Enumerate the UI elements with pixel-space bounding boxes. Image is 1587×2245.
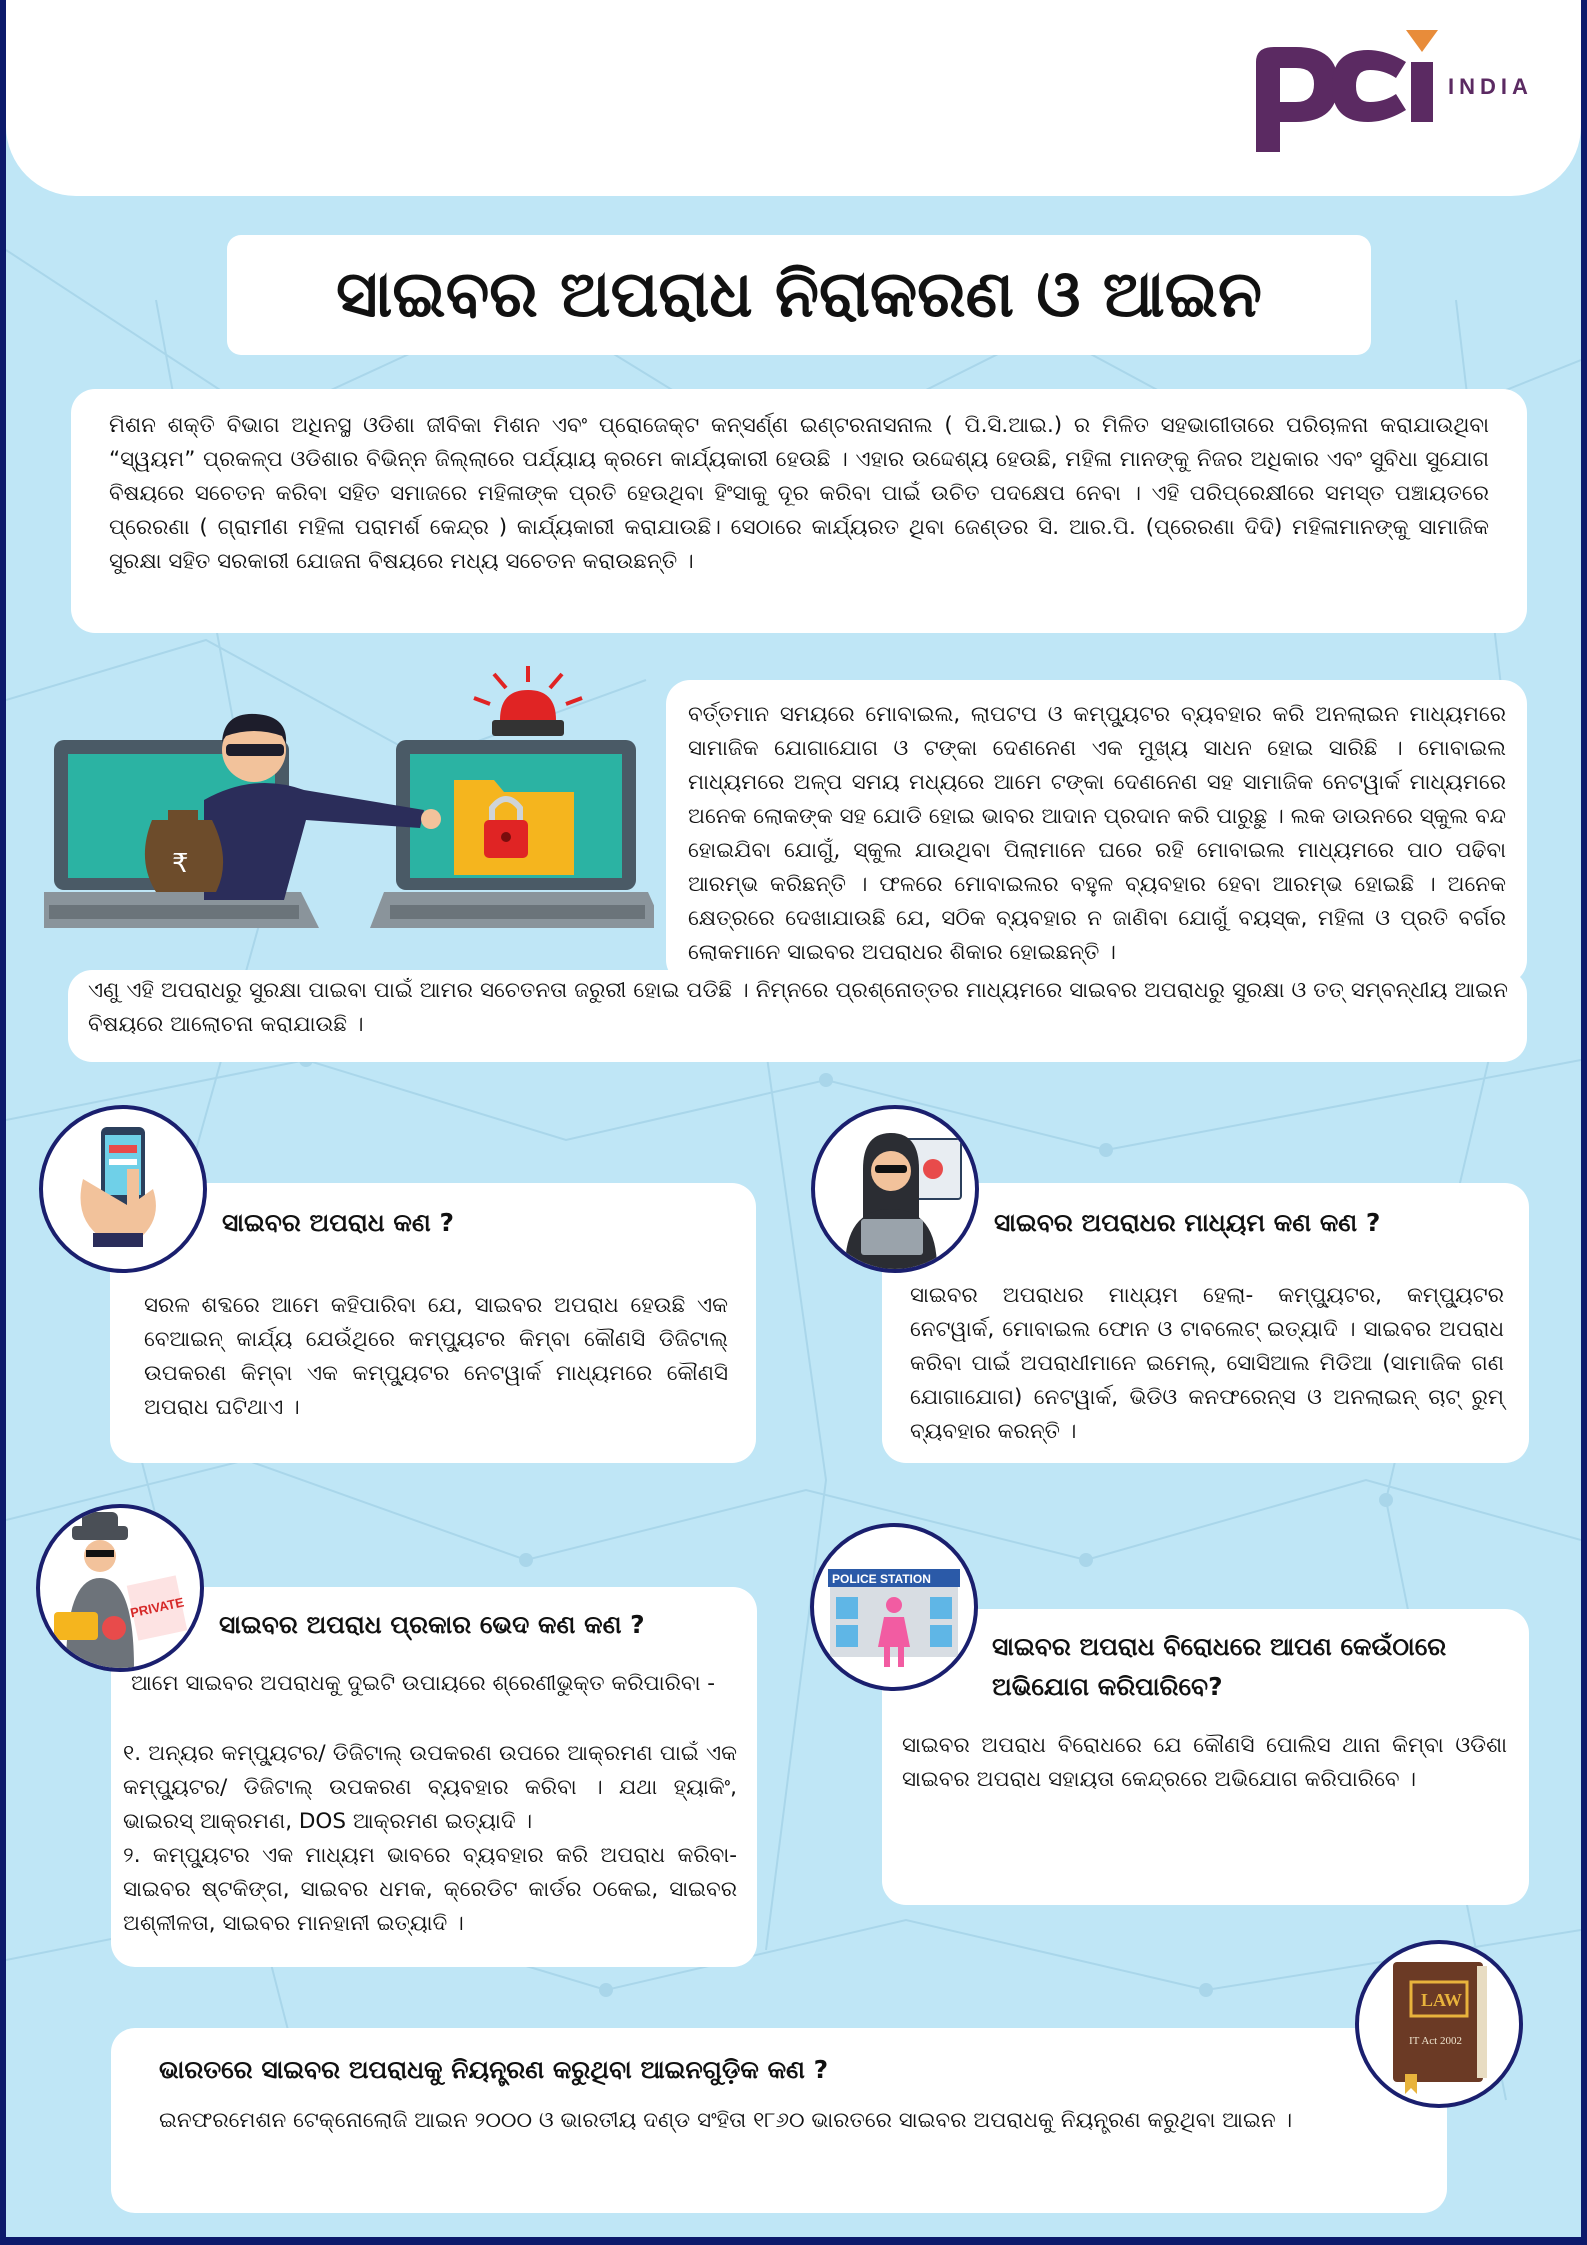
phone-hand-icon bbox=[39, 1105, 207, 1273]
logo-country-text: INDIA bbox=[1448, 74, 1533, 99]
q3-intro: ଆମେ ସାଇବର ଅପରାଧକୁ ଦୁଇଟି ଉପାୟରେ ଶ୍ରେଣୀଭୁକ୍ତ କରିପାରିବା - bbox=[131, 1671, 716, 1696]
page-title: ସାଇବର ଅପରାଧ ନିରାକରଣ ଓ ଆଇନ bbox=[227, 235, 1371, 355]
q5-body: ଇନଫରମେଶନ ଟେକ୍ନୋଲୋଜି ଆଇନ ୨୦୦୦ ଓ ଭାରତୀୟ ଦଣ୍ଡ ସଂହିତା ୧୮୬୦ ଭାରତରେ ସାଇବର ଅପରାଧକୁ ନିୟନ୍ତ୍ରଣ କରୁଥିବା ଆଇନ । bbox=[159, 2108, 1293, 2133]
card-cybercrime-mediums bbox=[882, 1183, 1529, 1463]
card-what-is-cybercrime bbox=[110, 1183, 756, 1463]
card-cyber-laws bbox=[111, 2028, 1447, 2213]
hacker-computer-icon bbox=[811, 1105, 979, 1273]
card-where-to-complain bbox=[882, 1609, 1529, 1905]
q2-title: ସାଇବର ଅପରାଧର ମାଧ୍ୟମ କଣ କଣ ? bbox=[994, 1208, 1381, 1237]
intro-card bbox=[71, 389, 1527, 633]
q4-title: ସାଇବର ଅପରାଧ ବିରୋଧରେ ଆପଣ କେଉଁଠାରେ ଅଭିଯୋଗ କରିପାରିବେ? bbox=[992, 1632, 1447, 1701]
pci-india-logo bbox=[1246, 22, 1546, 162]
q1-title: ସାଇବର ଅପରାଧ କଣ ? bbox=[222, 1208, 455, 1237]
header-banner bbox=[6, 0, 1581, 196]
awareness-paragraph: ବର୍ତ୍ତମାନ ସମୟରେ ମୋବାଇଲ, ଲାପଟପ ଓ କମ୍ପ୍ୟୁଟର ବ୍ୟବହାର କରି ଅନଲାଇନ ମାଧ୍ୟମରେ ସାମାଜିକ ଯୋଗାଯୋଗ ଓ ଟଙ୍କା ଦେଣନେଣ ଏକ ମୁଖ୍ୟ ସାଧନ ହୋଇ ସାରିଛି । ମୋବାଇଲ ମାଧ୍ୟମରେ ଅଳ୍ପ ସମୟ ମଧ୍ୟରେ ଆମେ ଟଙ୍କା ଦେଣନେଣ ସହ ସାମାଜିକ ନେଟୱାର୍କ ମାଧ୍ୟମରେ ଅନେକ ଲୋକଙ୍କ ସହ ଯୋଡି ହୋଇ ଭାବର ଆଦାନ ପ୍ରଦାନ କରି ପାରୁଛୁ । ଲକ ଡାଉନରେ ସ୍କୁଲ ବନ୍ଦ ହୋଇଯିବା ଯୋଗୁଁ, ସ୍କୁଲ ଯାଉଥିବା ପିଲାମାନେ ଘରେ ରହି ମୋବାଇଲ ମାଧ୍ୟମରେ ପାଠ ପଢିବା ଆରମ୍ଭ କରିଛନ୍ତି । ଫଳରେ ମୋବାଇଲର ବହୁଳ ବ୍ୟବହାର ହେବା ଆରମ୍ଭ ହୋଇଛି । ଅନେକ କ୍ଷେତ୍ରରେ ଦେଖାଯାଉଛି ଯେ, ସଠିକ ବ୍ୟବହାର ନ ଜାଣିବା ଯୋଗୁଁ ବୟସ୍କ, ମହିଳା ଓ ପ୍ରତି ବର୍ଗର ଲୋକମାନେ ସାଇବର ଅପରାଧର ଶିକାର ହୋଇଛନ୍ତି । bbox=[688, 702, 1506, 965]
law-book-title: LAW bbox=[1421, 1990, 1463, 2010]
q3-item-1: ୧. ଅନ୍ୟର କମ୍ପ୍ୟୁଟର/ ଡିଜିଟାଲ୍ ଉପକରଣ ଉପରେ ଆକ୍ରମଣ ପାଇଁ ଏକ କମ୍ପ୍ୟୁଟର/ ଡିଜିଟାଲ୍ ଉପକରଣ ବ୍ୟବହାର କରିବା । ଯଥା ହ୍ୟାକିଂ, ଭାଇରସ୍ ଆକ୍ରମଣ, DOS ଆକ୍ରମଣ ଇତ୍ୟାଦି । bbox=[123, 1741, 737, 1834]
police-station-icon bbox=[810, 1523, 978, 1691]
q3-title: ସାଇବର ଅପରାଧ ପ୍ରକାର ଭେଦ କଣ କଣ ? bbox=[219, 1610, 645, 1639]
svg-text:₹: ₹ bbox=[172, 849, 189, 879]
q5-title: ଭାରତରେ ସାଇବର ଅପରାଧକୁ ନିୟନ୍ତ୍ରଣ କରୁଥିବା ଆଇନଗୁଡ଼ିକ କଣ ? bbox=[159, 2055, 829, 2084]
law-book-subtitle: IT Act 2002 bbox=[1409, 2035, 1462, 2047]
intro-paragraph: ମିଶନ ଶକ୍ତି ବିଭାଗ ଅଧିନସ୍ଥ ଓଡିଶା ଜୀବିକା ମିଶନ ଏବଂ ପ୍ରୋଜେକ୍ଟ କନ୍ସର୍ଣ୍ଣ ଇଣ୍ଟରନାସନାଲ ( ପି.ସି.ଆଇ.) ର ମିଳିତ ସହଭାଗୀତାରେ ପରିଚାଳନା କରାଯାଉଥିବା “ସ୍ୱୟମ” ପ୍ରକଳ୍ପ ଓଡିଶାର ବିଭିନ୍ନ ଜିଲ୍ଲାରେ ପର୍ଯ୍ୟାୟ କ୍ରମେ କାର୍ଯ୍ୟକାରୀ ହେଉଛି । ଏହାର ଉଦ୍ଦେଶ୍ୟ ହେଉଛି, ମହିଳା ମାନଙ୍କୁ ନିଜର ଅଧିକାର ଏବଂ ସୁବିଧା ସୁଯୋଗ ବିଷୟରେ ସଚେତନ କରିବା ସହିତ ସମାଜରେ ମହିଳାଙ୍କ ପ୍ରତି ହେଉଥିବା ହିଂସାକୁ ଦୂର କରିବା ପାଇଁ ଉଚିତ ପଦକ୍ଷେପ ନେବା । ଏହି ପରିପ୍ରେକ୍ଷୀରେ ସମସ୍ତ ପଞ୍ଚାୟତରେ ପ୍ରେରଣା ( ଗ୍ରାମୀଣ ମହିଳା ପରାମର୍ଶ କେନ୍ଦ୍ର ) କାର୍ଯ୍ୟକାରୀ କରାଯାଉଛି। ସେଠାରେ କାର୍ଯ୍ୟରତ ଥିବା ଜେଣ୍ଡର ସି. ଆର.ପି. (ପ୍ରେରଣା ଦିଦି) ମହିଳାମାନଙ୍କୁ ସାମାଜିକ ସୁରକ୍ଷା ସହିତ ସରକାରୀ ଯୋଜନା ବିଷୟରେ ମଧ୍ୟ ସଚେତନ କରାଉଛନ୍ତି । bbox=[109, 413, 1489, 574]
police-station-sign: POLICE STATION bbox=[832, 1572, 931, 1586]
q1-body: ସରଳ ଶବ୍ଦରେ ଆମେ କହିପାରିବା ଯେ, ସାଇବର ଅପରାଧ ହେଉଛି ଏକ ବେଆଇନ୍ କାର୍ଯ୍ୟ ଯେଉଁଥିରେ କମ୍ପ୍ୟୁଟର କିମ୍ବା କୌଣସି ଡିଜିଟାଲ୍ ଉପକରଣ କିମ୍ବା ଏକ କମ୍ପ୍ୟୁଟର ନେଟୱାର୍କ ମାଧ୍ୟମରେ କୌଣସି ଅପରାଧ ଘଟିଥାଏ । bbox=[144, 1293, 728, 1420]
private-label: PRIVATE bbox=[128, 1594, 186, 1621]
q4-body: ସାଇବର ଅପରାଧ ବିରୋଧରେ ଯେ କୌଣସି ପୋଲିସ ଥାନା କିମ୍ବା ଓଡିଶା ସାଇବର ଅପରାଧ ସହାୟତା କେନ୍ଦ୍ରରେ ଅଭିଯୋଗ କରିପାରିବେ । bbox=[902, 1733, 1507, 1792]
hacker-laptop-illustration bbox=[44, 660, 654, 950]
law-book-icon bbox=[1355, 1940, 1523, 2108]
q2-body: ସାଇବର ଅପରାଧର ମାଧ୍ୟମ ହେଲା- କମ୍ପ୍ୟୁଟର, କମ୍ପ୍ୟୁଟର ନେଟୱାର୍କ, ମୋବାଇଲ ଫୋନ ଓ ଟାବଲେଟ୍ ଇତ୍ୟାଦି । ସାଇବର ଅପରାଧ କରିବା ପାଇଁ ଅପରାଧୀମାନେ ଇମେଲ୍, ସୋସିଆଲ ମିଡିଆ (ସାମାଜିକ ଗଣ ଯୋଗାଯୋଗ) ନେଟୱାର୍କ, ଭିଡିଓ କନଫରେନ୍ସ ଓ ଅନଲାଇନ୍ ଚାଟ୍ ରୁମ୍ ବ୍ୟବହାର କରନ୍ତି । bbox=[910, 1283, 1504, 1444]
card-cybercrime-types bbox=[111, 1587, 757, 1967]
spy-private-document-icon bbox=[36, 1504, 204, 1672]
awareness-card bbox=[666, 680, 1527, 984]
q3-item-2: ୨. କମ୍ପ୍ୟୁଟର ଏକ ମାଧ୍ୟମ ଭାବରେ ବ୍ୟବହାର କରି ଅପରାଧ କରିବା- ସାଇବର ଷ୍ଟକିଙ୍ଗ, ସାଇବର ଧମକ, କ୍ରେଡିଟ କାର୍ଡର ଠକେଇ, ସାଇବର ଅଶ୍ଳୀଳତା, ସାଇବର ମାନହାନୀ ଇତ୍ୟାଦି । bbox=[123, 1843, 737, 1936]
awareness-card-continued bbox=[68, 970, 1527, 1062]
awareness-paragraph-continued: ଏଣୁ ଏହି ଅପରାଧରୁ ସୁରକ୍ଷା ପାଇବା ପାଇଁ ଆମର ସଚେତନତା ଜରୁରୀ ହୋଇ ପଡିଛି । ନିମ୍ନରେ ପ୍ରଶ୍ନୋତ୍ତର ମାଧ୍ୟମରେ ସାଇବର ଅପରାଧରୁ ସୁରକ୍ଷା ଓ ତତ୍ ସମ୍ବନ୍ଧୀୟ ଆଇନ ବିଷୟରେ ଆଲୋଚନା କରାଯାଉଛି । bbox=[88, 978, 1508, 1037]
